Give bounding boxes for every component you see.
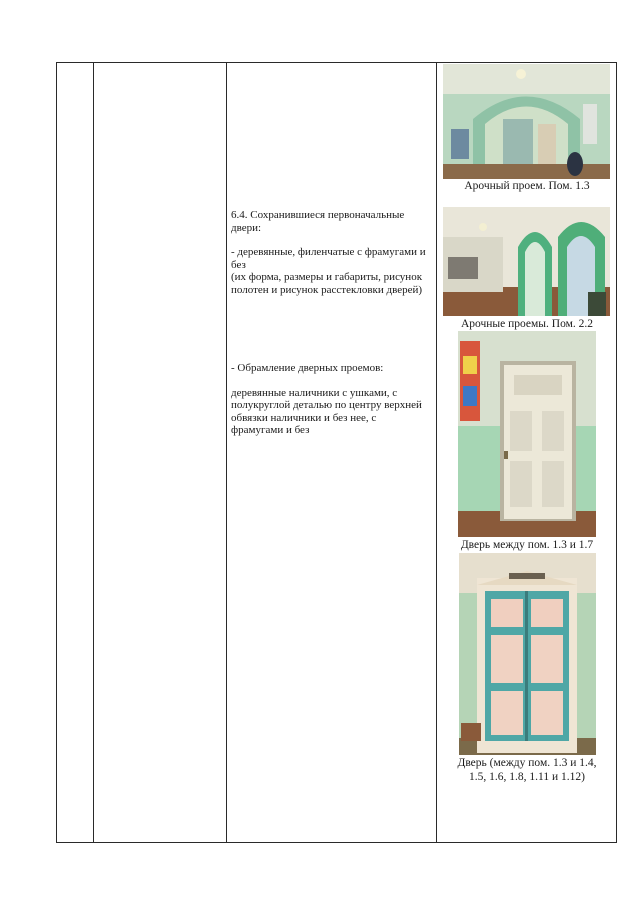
door-photo	[458, 331, 596, 537]
section-heading: 6.4. Сохранившиеся первоначальные двери:	[231, 209, 405, 234]
table-left-border	[56, 62, 57, 843]
caption-4	[440, 757, 614, 784]
column-divider-3	[436, 62, 437, 843]
arched-openings-photo	[443, 207, 610, 316]
column-divider-1	[93, 62, 94, 843]
table-bottom-border	[56, 842, 616, 843]
table-top-border	[56, 62, 616, 63]
caption-1: Арочный проем. Пом. 1.3	[464, 180, 590, 192]
framing-intro: - Обрамление дверных проемов:	[231, 362, 384, 374]
arched-opening-photo	[443, 64, 610, 179]
caption-4-line-1: Дверь (между пом. 1.3 и 1.4,	[457, 757, 597, 769]
doors-detail: (их форма, размеры и габариты, рисунок полотен и рисунок расстекловки дверей)	[231, 271, 423, 296]
caption-2: Арочные проемы. Пом. 2.2	[460, 318, 594, 330]
column-divider-2	[226, 62, 227, 843]
table-right-border	[616, 62, 617, 843]
caption-3: Дверь между пом. 1.3 и 1.7	[460, 539, 594, 551]
framing-detail: деревянные наличники с ушками, с полукруглой деталью по центру верхней обвязки наличники и без нее, с фрамугами и без	[231, 386, 422, 437]
double-door-photo	[459, 553, 596, 755]
caption-4-line-2: 1.5, 1.6, 1.8, 1.11 и 1.12)	[469, 770, 585, 783]
doors-intro: - деревянные, филенчатые с фрамугами и без	[231, 246, 426, 271]
description-cell	[231, 209, 431, 297]
framing-cell	[231, 362, 431, 437]
